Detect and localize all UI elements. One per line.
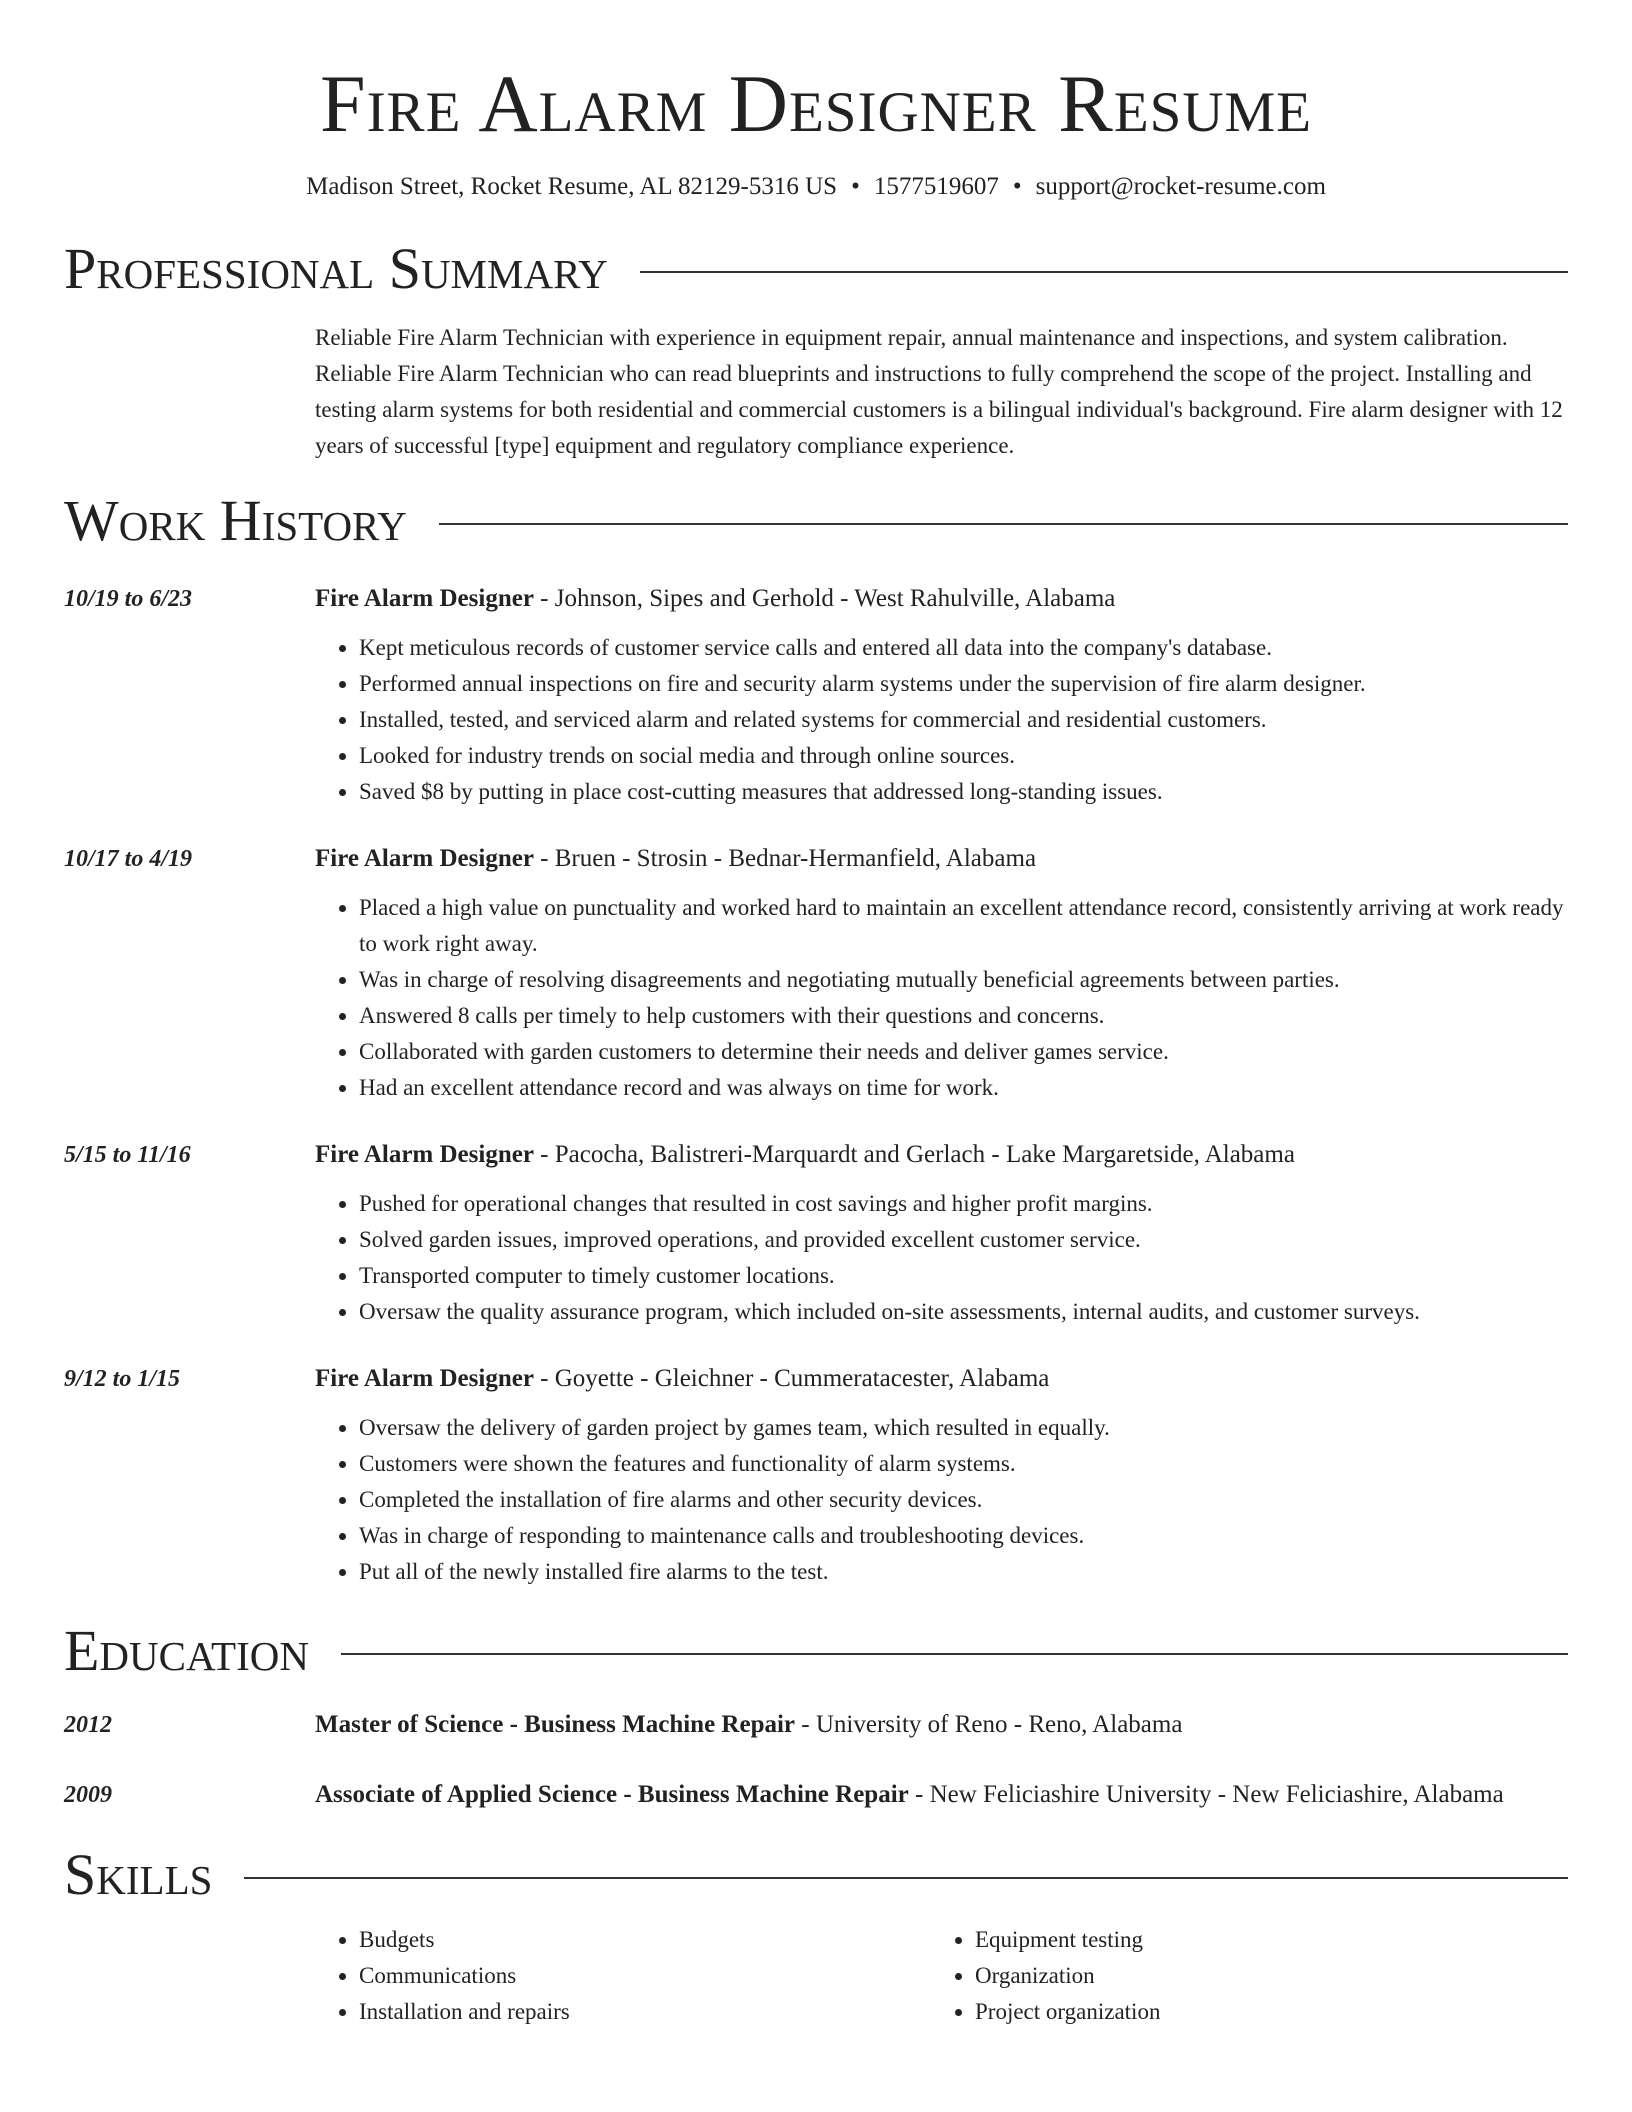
skills-column-left [315,1922,931,2030]
job-dates: 9/12 to 1/15 [64,1366,181,1392]
education-year: 2012 [64,1712,112,1738]
job-bullet: • Saved $8 by putting in place cost-cutting measures that addressed long-standing issues. [359,774,1568,810]
job-bullet: • Put all of the newly installed fire alarms to the test. [359,1554,1568,1590]
job-title: Fire Alarm Designer [315,845,534,872]
job-bullet: • Installed, tested, and serviced alarm and related systems for commercial and residential customers. [359,702,1568,738]
job-body [315,1360,1568,1590]
job-entry [64,580,1568,810]
job-role-line [315,1136,1568,1174]
resume-title: Fire Alarm Designer Resume [319,58,1313,149]
education-list [64,1706,1568,1814]
job-title: Fire Alarm Designer [315,585,534,612]
job-body [315,1136,1568,1330]
contact-separator: • [1012,173,1022,200]
section-divider [640,271,1568,273]
contact-line [64,170,1568,204]
job-bullet: • Solved garden issues, improved operations, and provided excellent customer service. [359,1222,1568,1258]
work-heading: Work History [64,488,407,553]
contact-separator: • [851,173,860,200]
job-bullet: • Answered 8 calls per timely to help customers with their questions and concerns. [359,998,1568,1034]
summary-section [64,234,1568,464]
job-company-location: - Pacocha, Balistreri-Marquardt and Gerlach - Lake Margaretside, Alabama [533,1141,1295,1168]
job-dates: 10/19 to 6/23 [64,586,193,612]
job-bullet: • Kept meticulous records of customer service calls and entered all data into the company's database. [359,630,1568,666]
job-bullets [315,1186,1568,1330]
section-divider [439,523,1568,525]
education-body [315,1706,1568,1744]
job-bullet: • Was in charge of responding to maintenance calls and troubleshooting devices. [359,1518,1568,1554]
job-title: Fire Alarm Designer [315,1365,534,1392]
job-role-line [315,580,1568,618]
job-bullet: • Collaborated with garden customers to determine their needs and deliver games service. [359,1034,1568,1070]
job-dates: 5/15 to 11/16 [64,1142,191,1168]
education-degree: Associate of Applied Science - Business Machine Repair [315,1781,909,1808]
job-bullet: • Completed the installation of fire alarms and other security devices. [359,1482,1568,1518]
job-body [315,580,1568,810]
summary-heading: Professional Summary [64,236,608,301]
job-list [64,580,1568,1590]
education-heading: Education [64,1618,309,1683]
job-body [315,840,1568,1106]
job-company-location: - Bruen - Strosin - Bednar-Hermanfield, Alabama [533,845,1037,872]
job-bullet: • Transported computer to timely customer locations. [359,1258,1568,1294]
job-bullet: • Customers were shown the features and functionality of alarm systems. [359,1446,1568,1482]
skill-item: • Equipment testing [975,1922,1547,1958]
job-bullet: • Was in charge of resolving disagreements and negotiating mutually beneficial agreements between parties. [359,962,1568,998]
work-section [64,486,1568,1590]
job-bullet: • Looked for industry trends on social media and through online sources. [359,738,1568,774]
job-role-line [315,840,1568,878]
education-degree: Master of Science - Business Machine Repair [315,1711,796,1738]
job-bullet: • Oversaw the quality assurance program, which included on-site assessments, internal audits, and customer surveys. [359,1294,1568,1330]
skills-column-right [931,1922,1547,2030]
skill-item: • Installation and repairs [359,1994,931,2030]
job-bullet: • Oversaw the delivery of garden project by games team, which resulted in equally. [359,1410,1568,1446]
contact-address: Madison Street, Rocket Resume, AL 82129-5316 US [306,173,838,200]
skills-header [64,1840,1568,1910]
job-bullet: • Placed a high value on punctuality and worked hard to maintain an excellent attendance record, consistently arriving at work ready to work right away. [359,890,1568,962]
job-dates: 10/17 to 4/19 [64,846,193,872]
section-divider [341,1653,1568,1655]
summary-header [64,234,1568,304]
skill-item: • Project organization [975,1994,1547,2030]
job-bullets [315,630,1568,810]
job-bullets [315,890,1568,1106]
job-entry [64,1360,1568,1590]
job-entry [64,840,1568,1106]
skills-grid [315,1922,1568,2030]
section-divider [244,1877,1568,1879]
job-title: Fire Alarm Designer [315,1141,534,1168]
education-school: - University of Reno - Reno, Alabama [795,1711,1183,1738]
education-body [315,1776,1568,1814]
resume-page [64,0,1568,2030]
job-bullets [315,1410,1568,1590]
education-header [64,1616,1568,1686]
contact-phone: 1577519607 [873,173,999,200]
job-role-line [315,1360,1568,1398]
work-header [64,486,1568,556]
skills-heading: Skills [64,1842,213,1907]
summary-text: Reliable Fire Alarm Technician with experience in equipment repair, annual maintenance and inspections, and system calibration. Reliable Fire Alarm Technician who can read blueprints and instructions to fully comprehend the scope of the project. Installing and testing alarm systems for both residential and commercial customers is a bilingual individual's background. Fire alarm designer with 12 years of successful [type] equipment and regulatory compliance experience. [315,325,1563,458]
education-entry [64,1706,1568,1744]
education-entry [64,1776,1568,1814]
education-year: 2009 [64,1782,112,1808]
job-bullet: • Performed annual inspections on fire and security alarm systems under the supervision of fire alarm designer. [359,666,1568,702]
education-section [64,1616,1568,1814]
job-company-location: - Johnson, Sipes and Gerhold - West Rahulville, Alabama [533,585,1116,612]
job-bullet: • Had an excellent attendance record and was always on time for work. [359,1070,1568,1106]
skill-item: • Organization [975,1958,1547,1994]
job-bullet: • Pushed for operational changes that resulted in cost savings and higher profit margins. [359,1186,1568,1222]
skills-section [64,1840,1568,2030]
job-company-location: - Goyette - Gleichner - Cummeratacester, Alabama [533,1365,1050,1392]
skill-item: • Budgets [359,1922,931,1958]
education-school: - New Feliciashire University - New Feliciashire, Alabama [908,1781,1504,1808]
contact-email: support@rocket-resume.com [1035,173,1326,200]
skill-item: • Communications [359,1958,931,1994]
job-entry [64,1136,1568,1330]
